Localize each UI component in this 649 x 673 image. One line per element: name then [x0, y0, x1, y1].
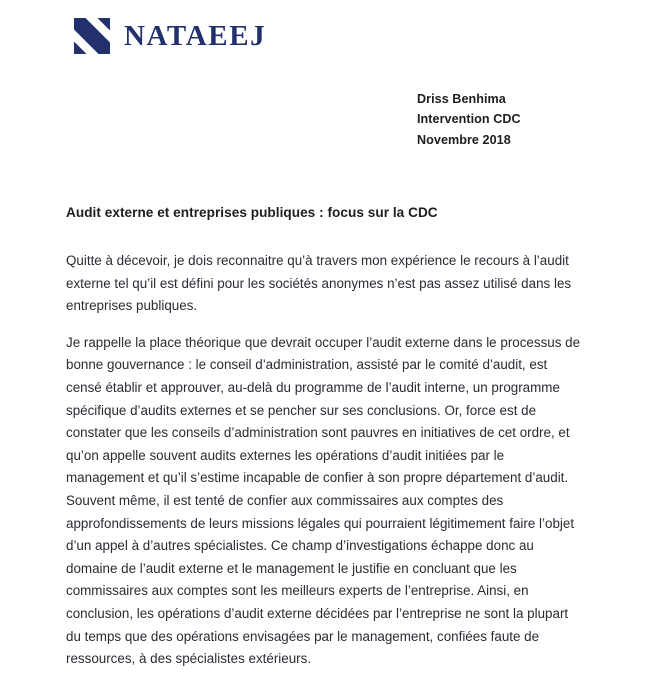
page-title: Audit externe et entreprises publiques : focus sur la CDC — [66, 205, 438, 221]
document-meta — [417, 89, 521, 150]
letterhead — [74, 18, 266, 54]
document-body — [66, 250, 585, 671]
meta-date: Novembre 2018 — [417, 132, 511, 147]
meta-event: Intervention CDC — [417, 112, 521, 127]
body-paragraph: Je rappelle la place théorique que devrait occuper l’audit externe dans le processus de bonne gouvernance : le conseil d’administration, assisté par le comité d’audit, est censé établir et approuver, au-delà du programme de l’audit interne, un programme spécifique d’audits externes et se pencher sur ses conclusions. Or, force est de constater que les conseils d’administration sont pauvres en initiatives de cet ordre, et qu’on appelle souvent audits externes les opérations d’audit initiées par le management et qu’il s’estime incapable de confier à son propre département d’audit. Souvent même, il est tenté de confier aux commissaires aux comptes des approfondissements de leurs missions légales qui pourraient légitimement faire l’objet d’un appel à d’autres spécialistes. Ce champ d’investigations échappe donc au domaine de l’audit externe et le management le justifie en concluant que les commissaires aux comptes sont les meilleurs experts de l’entreprise. Ainsi, en conclusion, les opérations d’audit externe décidées par l’entreprise ne sont la plupart du temps que des opérations envisagées par le management, confiées faute de ressources, à des spécialistes extérieurs. — [66, 334, 581, 667]
brand-wordmark: NATAEEJ — [124, 19, 267, 52]
body-paragraph: Quitte à décevoir, je dois reconnaitre qu’à travers mon expérience le recours à l’audit externe tel qu’il est défini pour les sociétés anonymes n’est pas assez utilisé dans les entreprises publiques. — [66, 253, 572, 314]
nataeej-n-logo-icon — [74, 18, 110, 54]
meta-author: Driss Benhima — [417, 92, 506, 106]
